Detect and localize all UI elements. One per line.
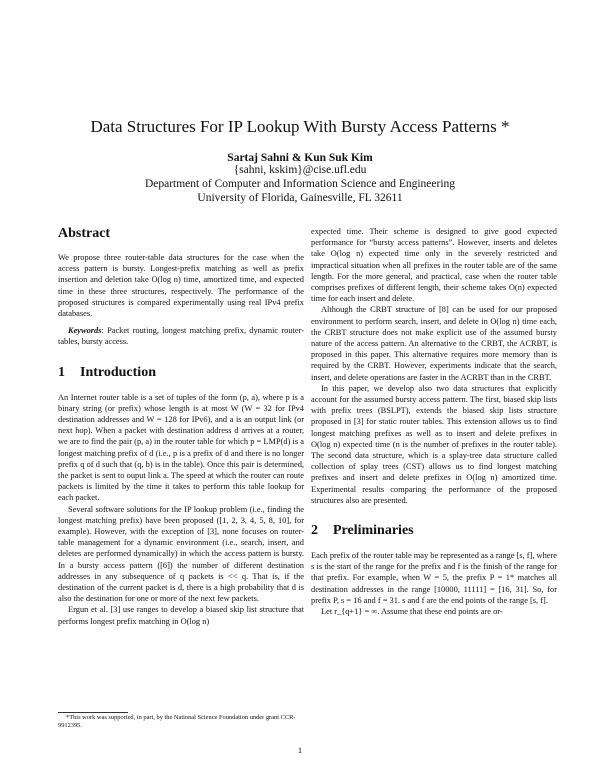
intro-paragraph-2: Several software solutions for the IP lookup problem (i.e., finding the longest matching prefix) have been proposed ([1, 2, 3, 4, 5, 8, 10], for example). However, with the exception of [3], none focuses on router-table management for a dynamic environment (i.e., search, insert, and deletes are performed dynamically) in which the access pattern is bursty. In a bursty access pattern ([6]) the number of different destination addresses in any subsequence of q packets is << q. That is, if the destination of the current packet is d, there is a high probability that d is also the destination for one or more of the next few packets. <box>58 504 304 604</box>
right-column <box>311 226 557 617</box>
paper-title: Data Structures For IP Lookup With Bursty Access Patterns * <box>90 117 510 136</box>
intro-paragraph-1: An Internet router table is a set of tuples of the form (p, a), where p is a binary string (or prefix) whose length is at most W (W = 32 for IPv4 destination addresses and W = 128 for IPv6), and a is an output link (or next hop). When a packet with destination address d arrives at a router, we are to find the pair (p, a) in the router table for which p = LMP(d) is a longest matching prefix of d (i.e., p is a prefix of d and there is no longer prefix q of d such that (q, b) is in the table). Once this pair is determined, the packet is sent to ouput link a. The speed at which the router can route packets is limited by the time it takes to perform this table lookup for each packet. <box>58 392 304 503</box>
section-2-title: Preliminaries <box>333 523 414 539</box>
intro-paragraph-6: In this paper, we develop also two data structures that explicitly account for the assumed bursty access pattern. The first, biased skip lists with prefix trees (BSLPT), extends the biased skip lists structure proposed in [3] for static router tables. This extension allows us to find longest matching prefixes as well as to insert and delete prefixes in O(log n) expected time (n is the number of prefixes in the router table). The second data structure, which is a splay-tree data structure called collection of splay trees (CST) allows us to find longest matching prefixes and insert and delete prefixes in O(log n) amortized time. Experimental results comparing the performance of the proposed structures also are presented. <box>311 383 557 505</box>
left-column <box>58 226 304 627</box>
author-names: Sartaj Sahni & Kun Suk Kim <box>227 152 373 164</box>
section-2-number: 2 <box>311 523 318 539</box>
prelim-paragraph-1: Each prefix of the router table may be represented as a range [s, f], where s is the start of the range for the prefix and f is the finish of the range for that prefix. For example, when W = 5, the prefix P = 1* matches all destination addresses in the range [10000, 11111] = [16, 31]. So, for prefix P, s = 16 and f = 31. s and f are the end points of the range [s, f]. <box>311 551 558 605</box>
author-email: {sahni, kskim}@cise.ufl.edu <box>233 164 367 176</box>
section-2-heading <box>311 523 557 539</box>
footnote: *This work was supported, in part, by the National Science Foundation under grant CCR-9912395. <box>58 714 296 729</box>
intro-paragraph-4: expected time. Their scheme is designed to give good expected performance for “bursty access patterns”. However, inserts and deletes take O(log n) expected time only in the severely restricted and impractical situation when all prefixes in the router table are of the same length. For the more general, and practical, case when the router table comprises prefixes of different length, their scheme takes O(n) expected time for each insert and delete. <box>311 227 557 304</box>
intro-paragraph-3: Ergun et al. [3] use ranges to develop a biased skip list structure that performs longest prefix matching in O(log n) <box>58 605 304 626</box>
section-1-heading <box>58 365 304 381</box>
keywords <box>58 325 304 347</box>
section-1-number: 1 <box>58 364 65 380</box>
affiliation-department: Department of Computer and Information Science and Engineering <box>144 178 456 190</box>
abstract-text: We propose three router-table data structures for the case when the access pattern is bursty. Longest-prefix matching as well as prefix insertion and deletion take O(log n) time, amortized time, and expected time in these three structures, respectively. The performance of the proposed structures is compared experimentally using real IPv4 prefix databases. <box>58 253 304 319</box>
footnote-rule <box>58 712 128 713</box>
page-number: 1 <box>297 746 303 755</box>
affiliation-university: University of Florida, Gainesville, FL 32611 <box>197 192 403 204</box>
abstract-heading: Abstract <box>58 226 111 241</box>
intro-paragraph-5: Although the CRBT structure of [8] can be used for our proposed environment to perform search, insert, and delete in O(log n) time each, the CRBT structure does not make explicit use of the assumed bursty nature of the access pattern. An alternative to the CRBT, the ACRBT, is proposed in this paper. This alternative requires more memory than is required by the CRBT. However, experiments indicate that the search, insert, and delete operations are faster in the ACRBT than in the CRBT. <box>311 305 557 382</box>
prelim-paragraph-2: Let r_{q+1} = ∞. Assume that these end points are or- <box>321 607 503 617</box>
keywords-text: : Packet routing, longest matching prefix, dynamic router-tables, bursty access. <box>58 326 304 347</box>
section-1-title: Introduction <box>80 364 156 380</box>
keywords-label: Keywords <box>68 326 102 336</box>
